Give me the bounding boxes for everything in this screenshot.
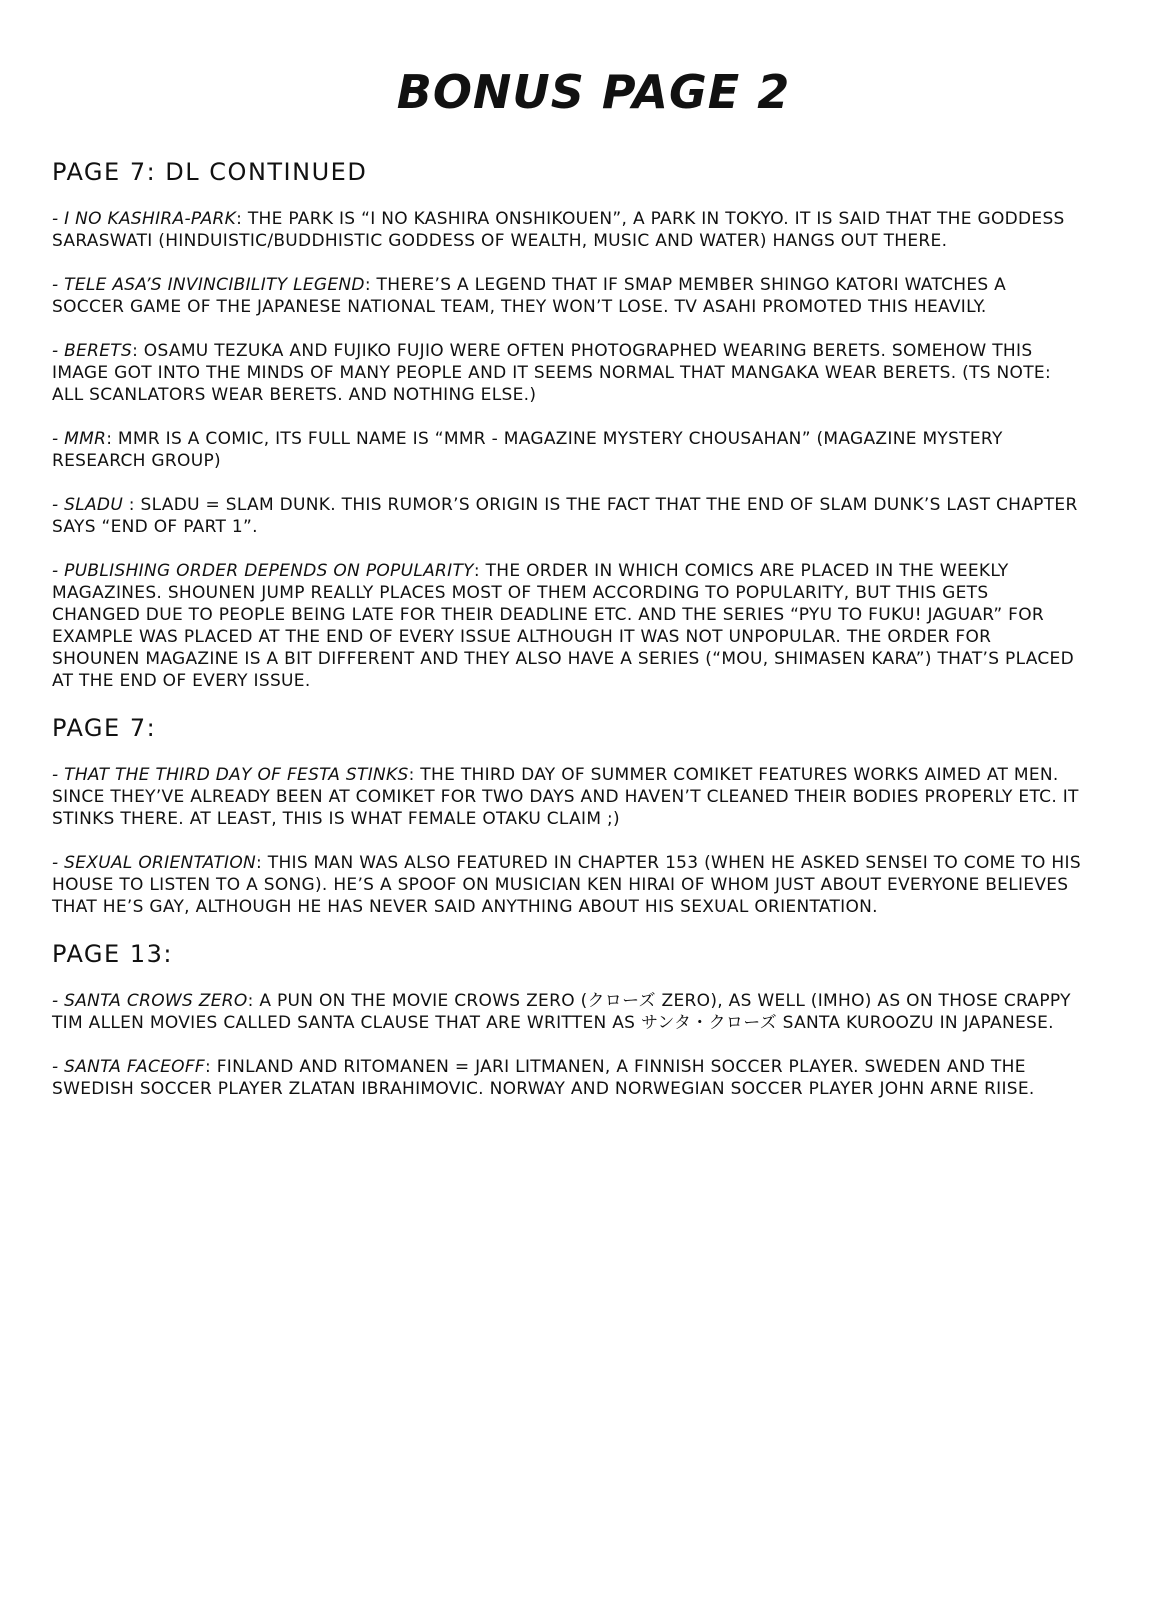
section-heading: PAGE 7: (52, 714, 157, 742)
note-item (52, 428, 1082, 472)
notes-content (52, 158, 1082, 1122)
note-item (52, 274, 1082, 318)
note-text: : OSAMU TEZUKA AND FUJIKO FUJIO WERE OFTEN PHOTOGRAPHED WEARING BERETS. SOMEHOW THIS IMAGE GOT INTO THE MINDS OF MANY PEOPLE AND IT SEEMS NORMAL THAT MANGAKA WEAR BERETS. (TS NOTE: ALL SCANLATORS WEAR BERETS. AND NOTHING ELSE.) (52, 341, 1051, 405)
note-text: : THE THIRD DAY OF SUMMER COMIKET FEATURES WORKS AIMED AT MEN. SINCE THEY’VE ALREADY BEEN AT COMIKET FOR TWO DAYS AND HAVEN’T CLEANED THEIR BODIES PROPERLY ETC. IT STINKS THERE. AT LEAST, THIS IS WHAT FEMALE OTAKU CLAIM ;) (52, 765, 1079, 829)
note-item (52, 990, 1082, 1034)
note-term: - SLADU (52, 495, 124, 515)
note-term: - SEXUAL ORIENTATION (52, 853, 257, 873)
note-term: - I NO KASHIRA-PARK (52, 209, 237, 229)
notes-section (52, 158, 1082, 692)
note-text: : THE ORDER IN WHICH COMICS ARE PLACED IN THE WEEKLY MAGAZINES. SHOUNEN JUMP REALLY PLACES MOST OF THEM ACCORDING TO POPULARITY, BUT THIS GETS CHANGED DUE TO PEOPLE BEING LATE FOR THEIR DEADLINE ETC. AND THE SERIES “PYU TO FUKU! JAGUAR” FOR EXAMPLE WAS PLACED AT THE END OF EVERY ISSUE ALTHOUGH IT WAS NOT UNPOPULAR. THE ORDER FOR SHOUNEN MAGAZINE IS A BIT DIFFERENT AND THEY ALSO HAVE A SERIES (“MOU, SHIMASEN KARA”) THAT’S PLACED AT THE END OF EVERY ISSUE. (52, 561, 1074, 691)
note-text: : THE PARK IS “I NO KASHIRA ONSHIKOUEN”, A PARK IN TOKYO. IT IS SAID THAT THE GODDESS SARASWATI (HINDUISTIC/BUDDHISTIC GODDESS OF WEALTH, MUSIC AND WATER) HANGS OUT THERE. (52, 209, 1065, 251)
page-title: BONUS PAGE 2 (396, 64, 791, 119)
note-text: : THIS MAN WAS ALSO FEATURED IN CHAPTER 153 (WHEN HE ASKED SENSEI TO COME TO HIS HOUSE TO LISTEN TO A SONG). HE’S A SPOOF ON MUSICIAN KEN HIRAI OF WHOM JUST ABOUT EVERYONE BELIEVES THAT HE’S GAY, ALTHOUGH HE HAS NEVER SAID ANYTHING ABOUT HIS SEXUAL ORIENTATION. (52, 853, 1081, 917)
section-heading: PAGE 7: DL CONTINUED (52, 158, 368, 186)
note-text: : THERE’S A LEGEND THAT IF SMAP MEMBER SHINGO KATORI WATCHES A SOCCER GAME OF THE JAPANESE NATIONAL TEAM, THEY WON’T LOSE. TV ASAHI PROMOTED THIS HEAVILY. (52, 275, 1007, 317)
note-item (52, 494, 1082, 538)
note-item (52, 852, 1082, 918)
note-term: - SANTA FACEOFF (52, 1057, 205, 1077)
notes-section (52, 714, 1082, 918)
note-term: - PUBLISHING ORDER DEPENDS ON POPULARITY (52, 561, 474, 581)
note-item (52, 208, 1082, 252)
note-term: - TELE ASA’S INVINCIBILITY LEGEND (52, 275, 365, 295)
note-term: - MMR (52, 429, 107, 449)
note-text: : FINLAND AND RITOMANEN = JARI LITMANEN, A FINNISH SOCCER PLAYER. SWEDEN AND THE SWEDISH SOCCER PLAYER ZLATAN IBRAHIMOVIC. NORWAY AND NORWEGIAN SOCCER PLAYER JOHN ARNE RIISE. (52, 1057, 1035, 1099)
notes-section (52, 940, 1082, 1100)
note-term: - SANTA CROWS ZERO (52, 991, 248, 1011)
note-text: : SLADU = SLAM DUNK. THIS RUMOR’S ORIGIN IS THE FACT THAT THE END OF SLAM DUNK’S LAST CHAPTER SAYS “END OF PART 1”. (52, 495, 1078, 537)
note-text: : MMR IS A COMIC, ITS FULL NAME IS “MMR - MAGAZINE MYSTERY CHOUSAHAN” (MAGAZINE MYSTERY RESEARCH GROUP) (52, 429, 1003, 471)
note-item (52, 764, 1082, 830)
note-term: - THAT THE THIRD DAY OF FESTA STINKS (52, 765, 409, 785)
section-heading: PAGE 13: (52, 940, 173, 968)
note-term: - BERETS (52, 341, 133, 361)
note-item (52, 1056, 1082, 1100)
note-text: : A PUN ON THE MOVIE CROWS ZERO (クローズ ZERO), AS WELL (IMHO) AS ON THOSE CRAPPY TIM ALLEN MOVIES CALLED SANTA CLAUSE THAT ARE WRITTEN AS サンタ・クローズ SANTA KUROOZU IN JAPANESE. (52, 991, 1071, 1033)
note-item (52, 340, 1082, 406)
note-item (52, 560, 1082, 692)
